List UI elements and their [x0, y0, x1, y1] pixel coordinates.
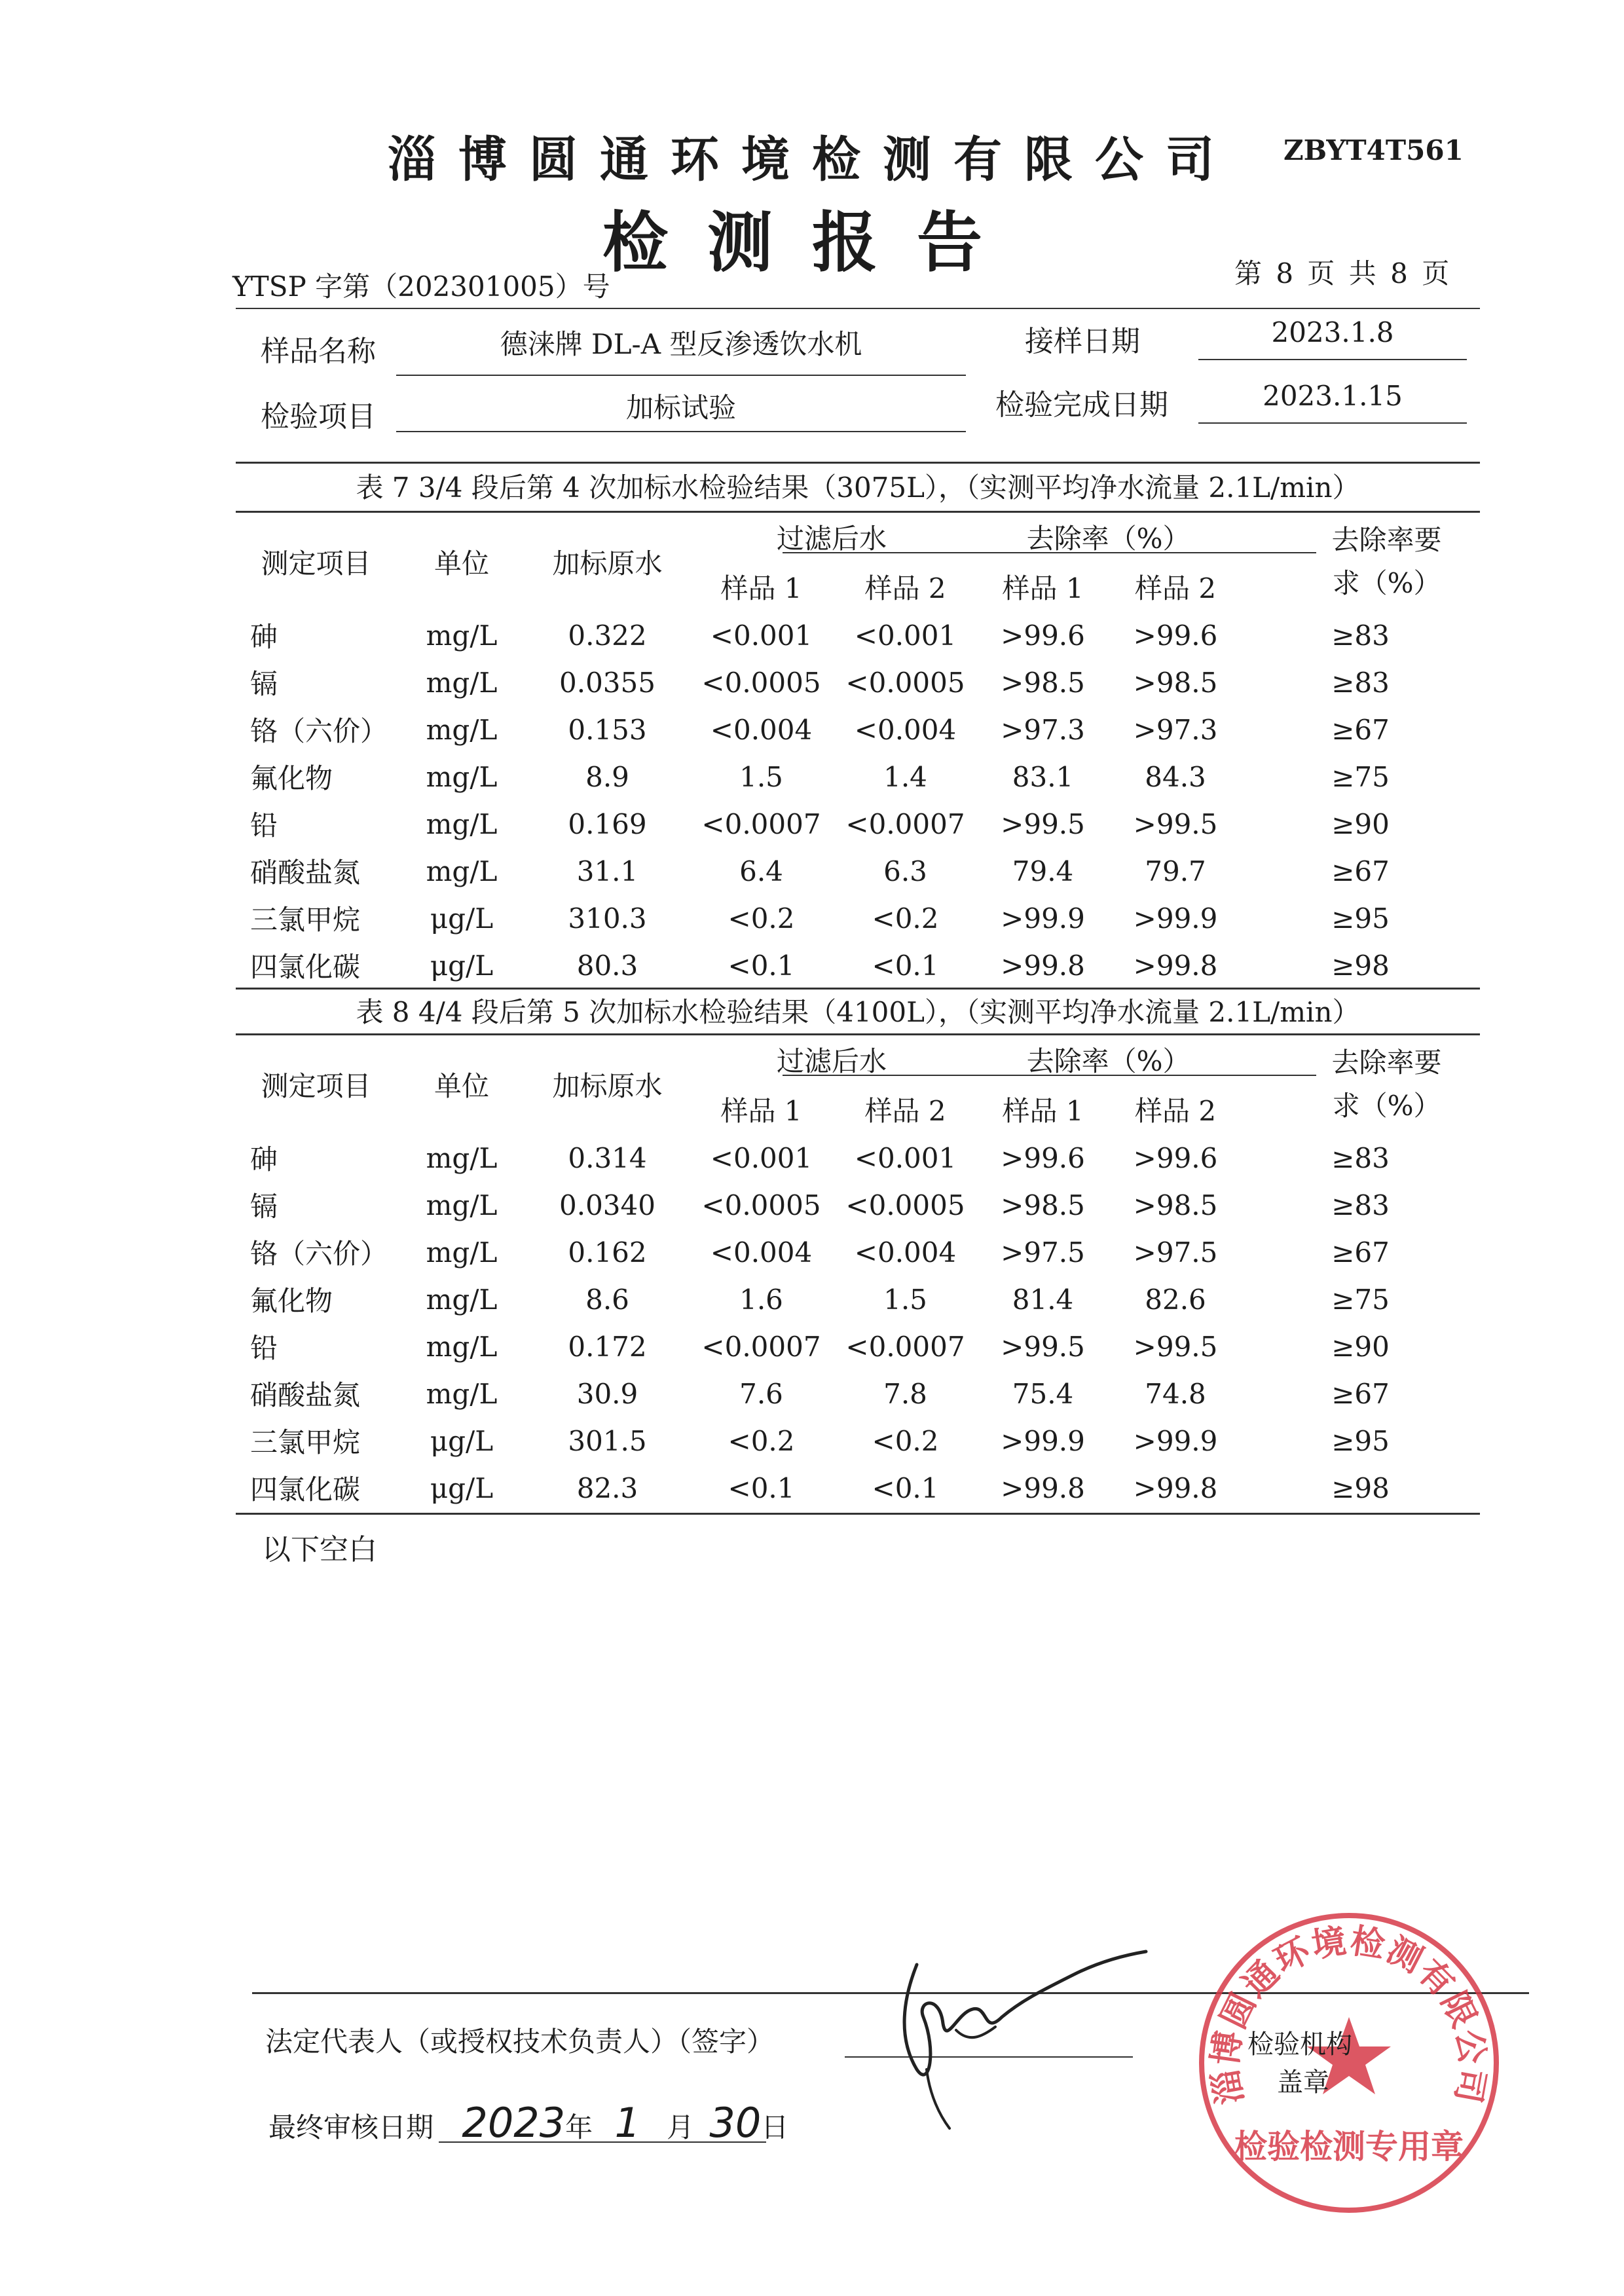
signature-label: 法定代表人（或授权技术负责人）（签字）: [265, 2026, 775, 2058]
audit-date-underline: [439, 2141, 766, 2143]
col-requirement-header: [1241, 512, 1480, 612]
table-row: [236, 1417, 1480, 1464]
table-cell: mg/L: [426, 666, 498, 699]
audit-day: 30: [709, 2099, 762, 2147]
table-cell: 30.9: [576, 1377, 638, 1410]
table-cell: >98.5: [1133, 666, 1218, 699]
table-cell: >97.3: [1001, 713, 1085, 746]
table-cell: mg/L: [426, 619, 498, 652]
table-row: [236, 1229, 1480, 1276]
table-cell: ≥90: [1331, 1330, 1390, 1363]
sample-name-value: 德涞牌 DL-A 型反渗透饮水机: [500, 328, 862, 360]
table-cell: 0.0340: [559, 1189, 655, 1221]
table-cell: >98.5: [1001, 1189, 1085, 1221]
table-cell: <0.004: [854, 1236, 957, 1268]
table-cell: >99.9: [1133, 902, 1218, 935]
requirement-line-1: 去除率要: [1331, 524, 1442, 556]
table-row: [236, 659, 1480, 706]
table-cell: <0.0005: [701, 666, 821, 699]
table-cell: ≥83: [1331, 666, 1390, 699]
table-row: [236, 753, 1480, 800]
table-cell: ≥90: [1331, 807, 1390, 840]
table-cell: 0.153: [568, 713, 647, 746]
table-cell: >99.6: [1133, 619, 1218, 652]
table-cell: 氟化物: [250, 1285, 333, 1317]
table-cell: ≥67: [1331, 1377, 1390, 1410]
table7-top-rule: [236, 462, 1480, 464]
table-cell: ≥67: [1331, 1236, 1390, 1268]
table-cell: 301.5: [568, 1424, 647, 1457]
table-cell: μg/L: [430, 902, 494, 935]
requirement-line-1: 去除率要: [1331, 1046, 1442, 1079]
svg-text:淄博圆通环境检测有限公司: 淄博圆通环境检测有限公司: [1206, 1921, 1492, 2107]
table8: [236, 1035, 1480, 1511]
col-requirement-header: [1241, 1035, 1480, 1134]
col-removal-header: 去除率（%）: [1026, 1045, 1190, 1077]
table-cell: <0.2: [728, 1424, 795, 1457]
table-cell: ≥67: [1331, 855, 1390, 887]
table-cell: 75.4: [1012, 1377, 1074, 1410]
sample-name-underline: [396, 375, 966, 376]
org-label-1: 检验机构: [1247, 2029, 1352, 2060]
table-cell: 氟化物: [250, 762, 333, 794]
table-cell: ≥75: [1331, 760, 1390, 793]
table-cell: mg/L: [426, 1236, 498, 1268]
table-cell: 1.6: [739, 1283, 783, 1316]
table-cell: mg/L: [426, 1189, 498, 1221]
table-cell: >99.5: [1133, 807, 1218, 840]
table-cell: 1.5: [883, 1283, 927, 1316]
table-cell: >99.9: [1001, 902, 1085, 935]
col-rr-sample2-header: 样品 2: [1134, 572, 1217, 604]
table-cell: >99.6: [1133, 1141, 1218, 1174]
col-removal-header: 去除率（%）: [1026, 523, 1190, 555]
table-cell: 铬（六价）: [250, 1238, 388, 1270]
table-cell: >99.8: [1133, 1472, 1218, 1504]
table-cell: <0.1: [872, 1472, 939, 1504]
table-cell: μg/L: [430, 1472, 494, 1504]
table-cell: 0.322: [568, 619, 647, 652]
table-row: [236, 1464, 1480, 1511]
table-cell: 82.6: [1145, 1283, 1206, 1316]
table-cell: ≥95: [1331, 902, 1390, 935]
table-cell: 硝酸盐氮: [250, 857, 361, 889]
table-cell: 7.8: [883, 1377, 927, 1410]
col-sample2-header: 样品 2: [864, 1095, 946, 1127]
table-cell: >97.5: [1001, 1236, 1085, 1268]
col-item-header: 测定项目: [261, 1070, 371, 1102]
table-cell: <0.001: [854, 1141, 957, 1174]
table-cell: mg/L: [426, 1141, 498, 1174]
audit-date-label: 最终审核日期: [268, 2111, 434, 2143]
table-cell: 8.9: [585, 760, 629, 793]
table-cell: ≥98: [1331, 949, 1390, 982]
table-cell: <0.001: [710, 619, 813, 652]
table-cell: 镉: [250, 1191, 278, 1223]
table-row: [236, 1276, 1480, 1323]
table-cell: 74.8: [1145, 1377, 1206, 1410]
table-cell: mg/L: [426, 1377, 498, 1410]
col-sample1-header: 样品 1: [720, 572, 802, 604]
table-cell: >99.9: [1133, 1424, 1218, 1457]
table-cell: <0.0005: [845, 1189, 965, 1221]
col-rr-sample1-header: 样品 1: [1002, 1095, 1084, 1127]
handwritten-signature: [877, 1938, 1153, 2135]
table-cell: ≥83: [1331, 1141, 1390, 1174]
table-cell: 82.3: [576, 1472, 638, 1504]
table-cell: 三氯甲烷: [250, 904, 361, 936]
table-cell: <0.001: [710, 1141, 813, 1174]
table-cell: μg/L: [430, 1424, 494, 1457]
table-row: [236, 847, 1480, 895]
table-cell: <0.2: [872, 902, 939, 935]
table-row: [236, 706, 1480, 753]
audit-date: [268, 2099, 788, 2147]
table-cell: >99.6: [1001, 1141, 1085, 1174]
test-item-value: 加标试验: [625, 392, 736, 424]
table-cell: 三氯甲烷: [250, 1426, 361, 1458]
table-row: [236, 1134, 1480, 1181]
table-cell: 79.4: [1012, 855, 1074, 887]
col-rr-sample2-header: 样品 2: [1134, 1095, 1217, 1127]
sample-name-label: 样品名称: [261, 335, 376, 368]
table-row: [236, 1323, 1480, 1370]
table-cell: 0.162: [568, 1236, 647, 1268]
table-cell: <0.0007: [701, 1330, 821, 1363]
table-cell: <0.004: [710, 713, 813, 746]
table-row: [236, 895, 1480, 942]
table-cell: 6.3: [883, 855, 927, 887]
requirement-line-2: 求（%）: [1332, 1090, 1441, 1122]
table-cell: ≥67: [1331, 713, 1390, 746]
table-cell: >97.3: [1133, 713, 1218, 746]
table-cell: mg/L: [426, 713, 498, 746]
table-cell: 31.1: [576, 855, 638, 887]
table-cell: 镉: [250, 668, 278, 700]
company-name: 淄博圆通环境检测有限公司: [388, 132, 1236, 188]
requirement-line-2: 求（%）: [1332, 567, 1441, 599]
table8-top-rule: [236, 988, 1480, 990]
col-raw-header: 加标原水: [552, 1070, 663, 1102]
table-cell: ≥83: [1331, 619, 1390, 652]
test-item-underline: [396, 431, 966, 432]
table-cell: >99.5: [1133, 1330, 1218, 1363]
table-cell: <0.0005: [845, 666, 965, 699]
table-cell: 310.3: [568, 902, 647, 935]
table-cell: 四氯化碳: [250, 951, 361, 983]
table-cell: 四氯化碳: [250, 1473, 361, 1506]
table-cell: ≥83: [1331, 1189, 1390, 1221]
table-cell: mg/L: [426, 807, 498, 840]
table-cell: 1.5: [739, 760, 783, 793]
blank-note: 以下空白: [262, 1533, 377, 1566]
audit-year: 2023: [462, 2099, 566, 2147]
table-cell: 81.4: [1012, 1283, 1074, 1316]
table-cell: 80.3: [576, 949, 638, 982]
report-number: YTSP 字第（202301005）号: [232, 270, 610, 303]
table-row: [236, 1370, 1480, 1417]
receive-date-value: 2023.1.8: [1271, 316, 1394, 348]
table-cell: mg/L: [426, 760, 498, 793]
org-label-2: 盖章: [1277, 2067, 1329, 2098]
table-cell: mg/L: [426, 1283, 498, 1316]
table-cell: 6.4: [739, 855, 783, 887]
audit-month: 1: [614, 2099, 640, 2147]
document-code: ZBYT4T561: [1283, 134, 1464, 166]
col-filtered-header: 过滤后水: [777, 1045, 887, 1077]
complete-date-label: 检验完成日期: [995, 388, 1168, 422]
table-cell: 铅: [250, 809, 278, 842]
table-cell: >97.5: [1133, 1236, 1218, 1268]
table-cell: <0.004: [710, 1236, 813, 1268]
table8-caption: 表 8 4/4 段后第 5 次加标水检验结果（4100L），（实测平均净水流量 2.1L/min）: [356, 996, 1360, 1028]
complete-date-value: 2023.1.15: [1263, 380, 1403, 412]
table-cell: 0.0355: [559, 666, 655, 699]
table-cell: 硝酸盐氮: [250, 1379, 361, 1411]
table-cell: >99.5: [1001, 807, 1085, 840]
table7-caption: 表 7 3/4 段后第 4 次加标水检验结果（3075L），（实测平均净水流量 2.1L/min）: [356, 472, 1360, 504]
table-cell: <0.2: [728, 902, 795, 935]
complete-date-underline: [1198, 422, 1467, 424]
col-unit-header: 单位: [434, 1070, 489, 1102]
table-cell: 0.314: [568, 1141, 647, 1174]
table-cell: 79.7: [1145, 855, 1206, 887]
col-filtered-header: 过滤后水: [777, 523, 887, 555]
table-cell: 砷: [250, 1143, 278, 1176]
table-cell: 铬（六价）: [250, 715, 388, 747]
table-cell: <0.2: [872, 1424, 939, 1457]
table-cell: 0.169: [568, 807, 647, 840]
header-rule: [236, 308, 1480, 309]
table-cell: >99.5: [1001, 1330, 1085, 1363]
table-cell: ≥75: [1331, 1283, 1390, 1316]
table-row: [236, 800, 1480, 847]
table-cell: 7.6: [739, 1377, 783, 1410]
table-cell: ≥95: [1331, 1424, 1390, 1457]
table-cell: <0.0005: [701, 1189, 821, 1221]
table-cell: mg/L: [426, 855, 498, 887]
table-cell: >98.5: [1001, 666, 1085, 699]
table-cell: >99.8: [1001, 949, 1085, 982]
table7: [236, 512, 1480, 989]
table-cell: <0.1: [872, 949, 939, 982]
col-item-header: 测定项目: [261, 547, 371, 580]
table-cell: >98.5: [1133, 1189, 1218, 1221]
table-cell: ≥98: [1331, 1472, 1390, 1504]
table-cell: <0.0007: [845, 1330, 965, 1363]
table-cell: <0.004: [854, 713, 957, 746]
table-row: [236, 942, 1480, 989]
audit-month-unit: 月: [667, 2111, 695, 2143]
page-info: 第 8 页 共 8 页: [1234, 257, 1452, 289]
col-sample2-header: 样品 2: [864, 572, 946, 604]
svg-text:检验检测专用章: 检验检测专用章: [1234, 2128, 1464, 2166]
audit-day-unit: 日: [761, 2111, 789, 2143]
receive-date-underline: [1198, 359, 1467, 360]
table-cell: 8.6: [585, 1283, 629, 1316]
table-cell: 84.3: [1145, 760, 1206, 793]
table-cell: >99.9: [1001, 1424, 1085, 1457]
table-row: [236, 1181, 1480, 1229]
col-unit-header: 单位: [434, 547, 489, 580]
col-sample1-header: 样品 1: [720, 1095, 802, 1127]
table-cell: 0.172: [568, 1330, 647, 1363]
table-cell: >99.8: [1133, 949, 1218, 982]
table-cell: 83.1: [1012, 760, 1074, 793]
table8-bottom-rule: [236, 1513, 1480, 1515]
table-cell: 铅: [250, 1332, 278, 1364]
table-cell: <0.0007: [701, 807, 821, 840]
report-title: 检测报告: [602, 204, 1022, 281]
table-cell: <0.1: [728, 949, 795, 982]
table-cell: <0.001: [854, 619, 957, 652]
table-cell: 砷: [250, 621, 278, 653]
test-item-label: 检验项目: [261, 400, 376, 434]
table-cell: 1.4: [883, 760, 927, 793]
receive-date-label: 接样日期: [1025, 325, 1140, 358]
table-cell: >99.8: [1001, 1472, 1085, 1504]
table-cell: <0.0007: [845, 807, 965, 840]
table-cell: >99.6: [1001, 619, 1085, 652]
audit-year-unit: 年: [565, 2111, 593, 2143]
table-cell: μg/L: [430, 949, 494, 982]
official-seal: [1192, 1906, 1506, 2220]
table-row: [236, 612, 1480, 659]
col-rr-sample1-header: 样品 1: [1002, 572, 1084, 604]
table-cell: mg/L: [426, 1330, 498, 1363]
table-cell: <0.1: [728, 1472, 795, 1504]
col-raw-header: 加标原水: [552, 547, 663, 580]
